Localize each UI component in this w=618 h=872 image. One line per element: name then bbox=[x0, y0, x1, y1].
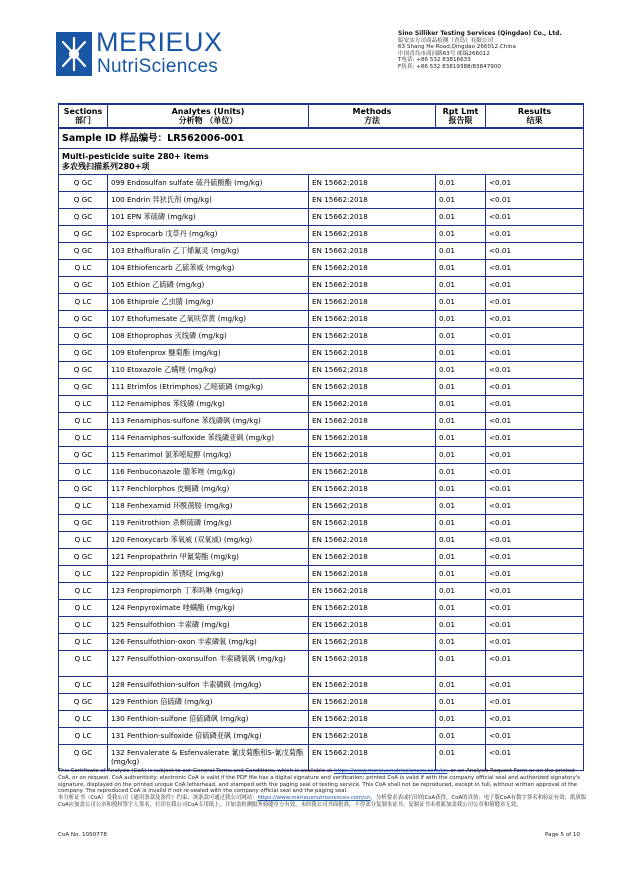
table-row bbox=[59, 209, 584, 226]
row-analyte: 109 Etofenprox 醚菊酯 (mg/kg) bbox=[108, 345, 309, 362]
row-analyte: 113 Fenamiphos-sulfone 苯线磷砜 (mg/kg) bbox=[108, 413, 309, 430]
row-rpt-lmt: 0.01 bbox=[436, 413, 486, 430]
row-section: Q LC bbox=[59, 711, 108, 728]
row-section: Q LC bbox=[59, 728, 108, 745]
row-rpt-lmt: 0.01 bbox=[436, 600, 486, 617]
row-section: Q GC bbox=[59, 481, 108, 498]
row-analyte: 108 Ethoprophos 灭线磷 (mg/kg) bbox=[108, 328, 309, 345]
row-method: EN 15662:2018 bbox=[309, 549, 436, 566]
row-section: Q LC bbox=[59, 677, 108, 694]
row-method: EN 15662:2018 bbox=[309, 192, 436, 209]
table-row bbox=[59, 311, 584, 328]
row-rpt-lmt: 0.01 bbox=[436, 566, 486, 583]
row-rpt-lmt: 0.01 bbox=[436, 464, 486, 481]
table-row bbox=[59, 192, 584, 209]
row-method: EN 15662:2018 bbox=[309, 328, 436, 345]
table-row bbox=[59, 277, 584, 294]
row-result: <0.01 bbox=[486, 566, 584, 583]
row-section: Q LC bbox=[59, 583, 108, 600]
row-method: EN 15662:2018 bbox=[309, 345, 436, 362]
header-rpt-lmt: Rpt Lmt 报告限 bbox=[436, 104, 486, 128]
row-rpt-lmt: 0.01 bbox=[436, 728, 486, 745]
logo-mark-icon bbox=[56, 32, 92, 76]
row-rpt-lmt: 0.01 bbox=[436, 549, 486, 566]
row-analyte: 099 Endosulfan sulfate 硫丹硫酸酯 (mg/kg) bbox=[108, 175, 309, 192]
table-row bbox=[59, 515, 584, 532]
table-row bbox=[59, 745, 584, 771]
row-result: <0.01 bbox=[486, 294, 584, 311]
table-row bbox=[59, 617, 584, 634]
row-section: Q LC bbox=[59, 396, 108, 413]
row-result: <0.01 bbox=[486, 481, 584, 498]
row-analyte: 105 Ethion 乙硫磷 (mg/kg) bbox=[108, 277, 309, 294]
row-analyte: 128 Fensulfothion-sulfon 丰索磷砜 (mg/kg) bbox=[108, 677, 309, 694]
row-result: <0.01 bbox=[486, 532, 584, 549]
footer-disclaimer bbox=[58, 768, 588, 809]
row-method: EN 15662:2018 bbox=[309, 362, 436, 379]
row-section: Q LC bbox=[59, 600, 108, 617]
row-analyte: 123 Fenpropimorph 丁苯吗啉 (mg/kg) bbox=[108, 583, 309, 600]
row-section: Q GC bbox=[59, 549, 108, 566]
row-analyte: 110 Etoxazole 乙螨唑 (mg/kg) bbox=[108, 362, 309, 379]
row-result: <0.01 bbox=[486, 277, 584, 294]
row-section: Q LC bbox=[59, 413, 108, 430]
table-row bbox=[59, 711, 584, 728]
table-row bbox=[59, 243, 584, 260]
row-analyte: 106 Ethiprole 乙虫腈 (mg/kg) bbox=[108, 294, 309, 311]
row-result: <0.01 bbox=[486, 413, 584, 430]
row-result: <0.01 bbox=[486, 430, 584, 447]
row-result: <0.01 bbox=[486, 260, 584, 277]
row-section: Q LC bbox=[59, 430, 108, 447]
row-result: <0.01 bbox=[486, 464, 584, 481]
row-rpt-lmt: 0.01 bbox=[436, 311, 486, 328]
row-method: EN 15662:2018 bbox=[309, 651, 436, 677]
logo-text-merieux: MERIEUX bbox=[96, 27, 223, 57]
row-section: Q GC bbox=[59, 192, 108, 209]
row-result: <0.01 bbox=[486, 634, 584, 651]
row-analyte: 107 Ethofumesate 乙氧呋草黄 (mg/kg) bbox=[108, 311, 309, 328]
row-analyte: 131 Fenthion-sulfoxide 倍硫磷亚砜 (mg/kg) bbox=[108, 728, 309, 745]
row-section: Q LC bbox=[59, 634, 108, 651]
row-result: <0.01 bbox=[486, 677, 584, 694]
company-address-cn: 中国青岛市商河路63号 邮编266012 bbox=[398, 50, 490, 57]
company-tel: T电话: +86 532 83816633 bbox=[398, 57, 471, 64]
results-table-wrapper bbox=[58, 103, 583, 771]
row-section: Q GC bbox=[59, 515, 108, 532]
row-method: EN 15662:2018 bbox=[309, 175, 436, 192]
terms-link-cn[interactable]: https://www.merieuxnutrisciences.com/cn bbox=[257, 795, 371, 802]
row-result: <0.01 bbox=[486, 311, 584, 328]
row-section: Q GC bbox=[59, 226, 108, 243]
table-row bbox=[59, 481, 584, 498]
row-method: EN 15662:2018 bbox=[309, 566, 436, 583]
row-rpt-lmt: 0.01 bbox=[436, 711, 486, 728]
row-analyte: 118 Fenhexamid 环酰菌胺 (mg/kg) bbox=[108, 498, 309, 515]
row-method: EN 15662:2018 bbox=[309, 634, 436, 651]
row-analyte: 120 Fenoxycarb 苯氧威 (双氧威) (mg/kg) bbox=[108, 532, 309, 549]
logo-text-nutrisciences: NutriSciences bbox=[97, 56, 219, 77]
row-method: EN 15662:2018 bbox=[309, 600, 436, 617]
row-analyte: 101 EPN 苯硫磷 (mg/kg) bbox=[108, 209, 309, 226]
row-method: EN 15662:2018 bbox=[309, 711, 436, 728]
row-section: Q LC bbox=[59, 498, 108, 515]
row-analyte: 115 Fenarimol 氯苯嘧啶醇 (mg/kg) bbox=[108, 447, 309, 464]
row-rpt-lmt: 0.01 bbox=[436, 515, 486, 532]
table-row bbox=[59, 498, 584, 515]
company-name: Sino Silliker Testing Services (Qingdao) Co., Ltd. bbox=[398, 30, 562, 37]
row-method: EN 15662:2018 bbox=[309, 311, 436, 328]
row-section: Q GC bbox=[59, 447, 108, 464]
row-section: Q GC bbox=[59, 243, 108, 260]
table-row bbox=[59, 566, 584, 583]
row-section: Q GC bbox=[59, 694, 108, 711]
row-rpt-lmt: 0.01 bbox=[436, 651, 486, 677]
header-results: Results 结果 bbox=[486, 104, 584, 128]
row-section: Q GC bbox=[59, 175, 108, 192]
row-analyte: 103 Ethalfluralin 乙丁烯氟灵 (mg/kg) bbox=[108, 243, 309, 260]
row-rpt-lmt: 0.01 bbox=[436, 677, 486, 694]
row-rpt-lmt: 0.01 bbox=[436, 260, 486, 277]
row-analyte: 104 Ethiofencarb 乙硫苯威 (mg/kg) bbox=[108, 260, 309, 277]
row-result: <0.01 bbox=[486, 498, 584, 515]
row-result: <0.01 bbox=[486, 515, 584, 532]
row-section: Q GC bbox=[59, 311, 108, 328]
row-rpt-lmt: 0.01 bbox=[436, 583, 486, 600]
row-analyte: 129 Fenthion 倍硫磷 (mg/kg) bbox=[108, 694, 309, 711]
row-result: <0.01 bbox=[486, 583, 584, 600]
row-section: Q LC bbox=[59, 617, 108, 634]
table-row bbox=[59, 728, 584, 745]
row-result: <0.01 bbox=[486, 396, 584, 413]
row-section: Q GC bbox=[59, 362, 108, 379]
row-analyte: 124 Fenpyroximate 唑螨酯 (mg/kg) bbox=[108, 600, 309, 617]
row-method: EN 15662:2018 bbox=[309, 617, 436, 634]
row-result: <0.01 bbox=[486, 651, 584, 677]
row-method: EN 15662:2018 bbox=[309, 464, 436, 481]
table-row bbox=[59, 260, 584, 277]
table-row bbox=[59, 413, 584, 430]
table-header-row bbox=[59, 104, 584, 128]
row-analyte: 116 Fenbuconazole 腈苯唑 (mg/kg) bbox=[108, 464, 309, 481]
row-section: Q LC bbox=[59, 294, 108, 311]
row-analyte: 126 Fensulfothion-oxon 丰索磷氧 (mg/kg) bbox=[108, 634, 309, 651]
table-row bbox=[59, 634, 584, 651]
row-rpt-lmt: 0.01 bbox=[436, 277, 486, 294]
row-method: EN 15662:2018 bbox=[309, 745, 436, 771]
row-rpt-lmt: 0.01 bbox=[436, 209, 486, 226]
row-method: EN 15662:2018 bbox=[309, 481, 436, 498]
table-row bbox=[59, 379, 584, 396]
coa-number: CoA No. 1050778 bbox=[58, 832, 107, 838]
row-section: Q LC bbox=[59, 464, 108, 481]
row-analyte: 119 Fenitrothion 杀螟硫磷 (mg/kg) bbox=[108, 515, 309, 532]
results-table bbox=[58, 103, 584, 771]
row-method: EN 15662:2018 bbox=[309, 209, 436, 226]
row-method: EN 15662:2018 bbox=[309, 413, 436, 430]
row-analyte: 102 Esprocarb 戊草丹 (mg/kg) bbox=[108, 226, 309, 243]
table-row bbox=[59, 345, 584, 362]
row-method: EN 15662:2018 bbox=[309, 294, 436, 311]
row-method: EN 15662:2018 bbox=[309, 498, 436, 515]
suite-title-row bbox=[59, 149, 584, 175]
row-result: <0.01 bbox=[486, 345, 584, 362]
row-rpt-lmt: 0.01 bbox=[436, 328, 486, 345]
row-section: Q GC bbox=[59, 209, 108, 226]
row-section: Q GC bbox=[59, 328, 108, 345]
row-rpt-lmt: 0.01 bbox=[436, 481, 486, 498]
row-analyte: 132 Fenvalerate & Esfenvalerate 氰戊菊酯和S-氰戊菊酯 (mg/kg) bbox=[108, 745, 309, 771]
row-method: EN 15662:2018 bbox=[309, 694, 436, 711]
row-analyte: 121 Fenpropathrin 甲氰菊酯 (mg/kg) bbox=[108, 549, 309, 566]
header-methods: Methods 方法 bbox=[309, 104, 436, 128]
row-rpt-lmt: 0.01 bbox=[436, 192, 486, 209]
row-section: Q LC bbox=[59, 651, 108, 677]
row-method: EN 15662:2018 bbox=[309, 243, 436, 260]
row-rpt-lmt: 0.01 bbox=[436, 175, 486, 192]
row-analyte: 112 Fenamiphos 苯线磷 (mg/kg) bbox=[108, 396, 309, 413]
row-result: <0.01 bbox=[486, 728, 584, 745]
sample-id-row bbox=[59, 128, 584, 149]
row-analyte: 114 Fenamiphos-sulfoxide 苯线磷亚砜 (mg/kg) bbox=[108, 430, 309, 447]
row-result: <0.01 bbox=[486, 175, 584, 192]
company-name-cn: 临安实方司商品检测（青岛）有限公司 bbox=[398, 37, 494, 44]
row-rpt-lmt: 0.01 bbox=[436, 379, 486, 396]
table-row bbox=[59, 583, 584, 600]
footer-english: This Certificate of Analysis (CoA) is subject to our General Terms and Conditions, which is available at https://www.merieuxnutrisciences.com/cn, or an Analysis Request Form or on the printed CoA, or on request. CoA authenticity: electronic CoA is valid if the PDF file has a digital signature and verification; printed CoA is valid if with the company official seal and authorized signatory's signature, displayed on the printed unique CoA letterhead, and stamped with the paging seal of testing service. This CoA shall not be reproduced, except in full, without written approval of the company. The reproduced CoA is invalid if not re-sealed with the company official seal and the paging seal. bbox=[58, 768, 580, 795]
row-method: EN 15662:2018 bbox=[309, 277, 436, 294]
row-result: <0.01 bbox=[486, 447, 584, 464]
row-rpt-lmt: 0.01 bbox=[436, 294, 486, 311]
company-address: 63 Shang He Road,Qingdao 266012,China bbox=[398, 44, 516, 51]
row-analyte: 117 Fenchlorphos 皮蝇磷 (mg/kg) bbox=[108, 481, 309, 498]
footer-chinese: 本分析证书（CoA）受我公司《通用条款及条件》约束，该条款可通过我公司网站：https://www.merieuxnutrisciences.com/cn，分析要求表或打印的CoA获得。CoA的真伪：电子版CoA有数字签名和验证有效；纸质版CoA应加盖公司公章和授权签字人签名，打印在我公司CoA专用纸上，并加盖检测服务骑缝章方有效。未经我公司书面批准，不得部分复制本证书。复制证书未重新加盖我公司公章和骑缝章无效。 bbox=[58, 795, 587, 808]
company-fax: F传真: +86 532 83819388/83847900 bbox=[398, 63, 501, 70]
row-result: <0.01 bbox=[486, 745, 584, 771]
row-section: Q LC bbox=[59, 566, 108, 583]
row-analyte: 100 Endrin 异狄氏剂 (mg/kg) bbox=[108, 192, 309, 209]
table-row bbox=[59, 175, 584, 192]
suite-title: Multi-pesticide suite 280+ items 多农残扫描系列280+项 bbox=[59, 149, 584, 175]
row-rpt-lmt: 0.01 bbox=[436, 745, 486, 771]
row-result: <0.01 bbox=[486, 362, 584, 379]
row-method: EN 15662:2018 bbox=[309, 260, 436, 277]
row-section: Q LC bbox=[59, 260, 108, 277]
row-result: <0.01 bbox=[486, 617, 584, 634]
row-method: EN 15662:2018 bbox=[309, 728, 436, 745]
row-method: EN 15662:2018 bbox=[309, 677, 436, 694]
row-section: Q GC bbox=[59, 345, 108, 362]
table-row bbox=[59, 396, 584, 413]
row-method: EN 15662:2018 bbox=[309, 583, 436, 600]
row-rpt-lmt: 0.01 bbox=[436, 362, 486, 379]
row-result: <0.01 bbox=[486, 243, 584, 260]
row-rpt-lmt: 0.01 bbox=[436, 447, 486, 464]
row-result: <0.01 bbox=[486, 711, 584, 728]
row-rpt-lmt: 0.01 bbox=[436, 243, 486, 260]
table-row bbox=[59, 677, 584, 694]
row-result: <0.01 bbox=[486, 328, 584, 345]
row-rpt-lmt: 0.01 bbox=[436, 345, 486, 362]
sample-id: Sample ID 样品编号：LR562006-001 bbox=[59, 128, 584, 149]
row-rpt-lmt: 0.01 bbox=[436, 532, 486, 549]
row-method: EN 15662:2018 bbox=[309, 447, 436, 464]
row-result: <0.01 bbox=[486, 694, 584, 711]
table-row bbox=[59, 600, 584, 617]
row-result: <0.01 bbox=[486, 226, 584, 243]
row-result: <0.01 bbox=[486, 549, 584, 566]
table-row bbox=[59, 651, 584, 677]
row-section: Q GC bbox=[59, 745, 108, 771]
row-section: Q GC bbox=[59, 277, 108, 294]
row-rpt-lmt: 0.01 bbox=[436, 498, 486, 515]
row-analyte: 111 Etrimfos (Etrimphos) 乙嘧硫磷 (mg/kg) bbox=[108, 379, 309, 396]
row-result: <0.01 bbox=[486, 600, 584, 617]
row-rpt-lmt: 0.01 bbox=[436, 396, 486, 413]
table-row bbox=[59, 549, 584, 566]
row-section: Q GC bbox=[59, 379, 108, 396]
table-row bbox=[59, 447, 584, 464]
row-method: EN 15662:2018 bbox=[309, 396, 436, 413]
row-method: EN 15662:2018 bbox=[309, 532, 436, 549]
table-row bbox=[59, 328, 584, 345]
row-rpt-lmt: 0.01 bbox=[436, 226, 486, 243]
row-analyte: 130 Fenthion-sulfone 倍硫磷砜 (mg/kg) bbox=[108, 711, 309, 728]
row-analyte: 122 Fenpropidin 苯锈啶 (mg/kg) bbox=[108, 566, 309, 583]
row-result: <0.01 bbox=[486, 192, 584, 209]
table-row bbox=[59, 362, 584, 379]
terms-link[interactable]: https://www.merieuxnutrisciences.com/cn bbox=[333, 768, 448, 774]
table-row bbox=[59, 226, 584, 243]
row-method: EN 15662:2018 bbox=[309, 226, 436, 243]
row-rpt-lmt: 0.01 bbox=[436, 430, 486, 447]
row-method: EN 15662:2018 bbox=[309, 430, 436, 447]
table-row bbox=[59, 294, 584, 311]
company-logo bbox=[56, 27, 256, 80]
row-result: <0.01 bbox=[486, 379, 584, 396]
row-section: Q LC bbox=[59, 532, 108, 549]
row-result: <0.01 bbox=[486, 209, 584, 226]
row-analyte: 125 Fensulfothion 丰索磷 (mg/kg) bbox=[108, 617, 309, 634]
header-analytes: Analytes (Units) 分析物 （单位） bbox=[108, 104, 309, 128]
row-rpt-lmt: 0.01 bbox=[436, 634, 486, 651]
row-method: EN 15662:2018 bbox=[309, 515, 436, 532]
row-rpt-lmt: 0.01 bbox=[436, 617, 486, 634]
row-rpt-lmt: 0.01 bbox=[436, 694, 486, 711]
table-row bbox=[59, 694, 584, 711]
table-row bbox=[59, 532, 584, 549]
table-row bbox=[59, 430, 584, 447]
header-sections: Sections 部门 bbox=[59, 104, 108, 128]
row-method: EN 15662:2018 bbox=[309, 379, 436, 396]
row-analyte: 127 Fensulfothion-oxonsulfon 丰索磷氧砜 (mg/kg) bbox=[108, 651, 309, 677]
table-row bbox=[59, 464, 584, 481]
page-number: Page 5 of 10 bbox=[545, 832, 580, 838]
company-info bbox=[398, 31, 562, 71]
